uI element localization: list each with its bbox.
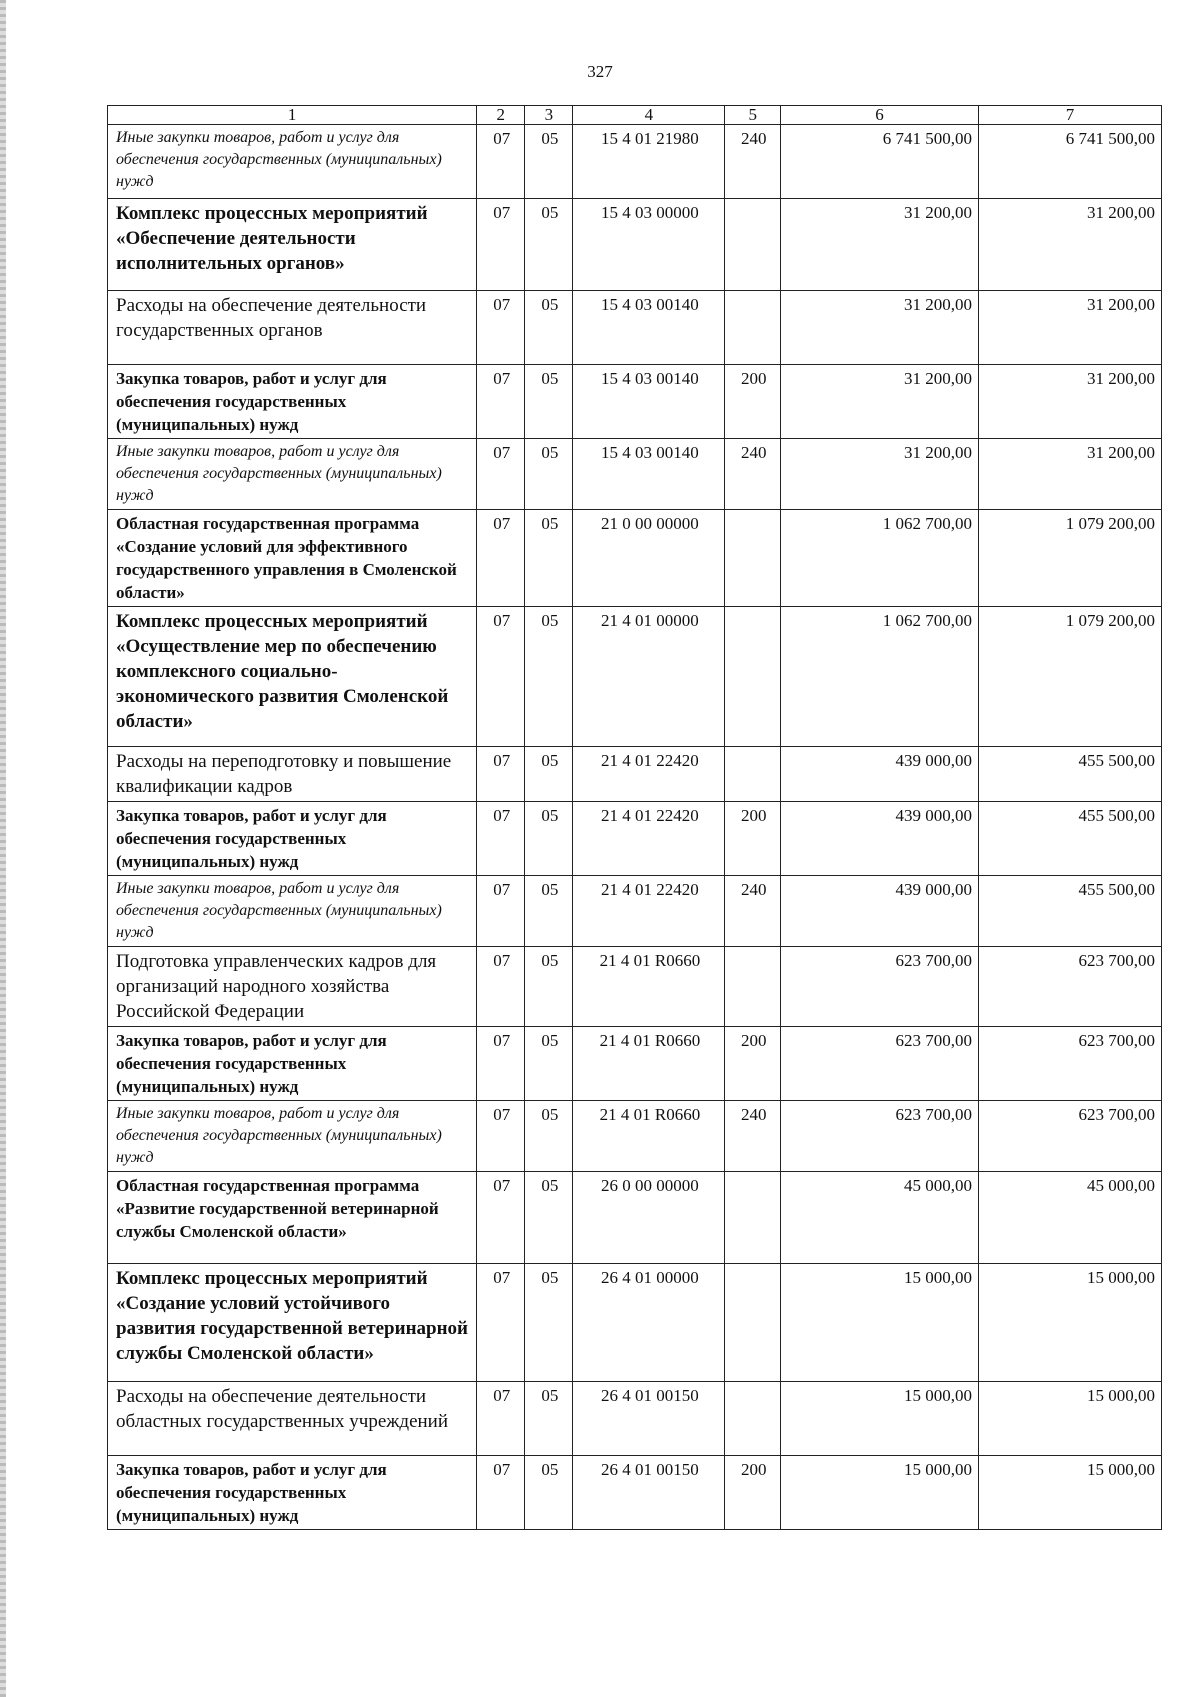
row-expense-type-cell: 200 [725,1456,781,1530]
row-target-article-cell: 21 4 01 R0660 [573,1027,725,1101]
row-amount-1-cell: 15 000,00 [781,1456,979,1530]
row-amount-2-cell: 623 700,00 [978,1027,1161,1101]
row-subsection-cell: 05 [525,747,573,802]
header-col-6: 6 [781,106,979,125]
row-section-cell: 07 [477,1382,525,1456]
row-target-article-cell: 26 4 01 00000 [573,1264,725,1382]
row-amount-2-cell: 455 500,00 [978,802,1161,876]
row-subsection-cell: 05 [525,125,573,199]
row-expense-type-cell: 200 [725,1027,781,1101]
row-name-cell: Расходы на переподготовку и повышение квалификации кадров [108,747,477,802]
row-target-article-cell: 15 4 03 00140 [573,365,725,439]
row-amount-2-cell: 31 200,00 [978,439,1161,510]
row-name-cell: Областная государственная программа «Создание условий для эффективного государственного управления в Смоленской области» [108,510,477,607]
table-row [108,1101,1162,1172]
row-section-cell: 07 [477,439,525,510]
row-amount-2-cell: 31 200,00 [978,365,1161,439]
row-name-cell: Иные закупки товаров, работ и услуг для обеспечения государственных (муниципальных) нужд [108,1101,477,1172]
row-subsection-cell: 05 [525,1172,573,1264]
table-row [108,439,1162,510]
row-name-cell: Комплекс процессных мероприятий «Осуществление мер по обеспечению комплексного социально-экономического развития Смоленской области» [108,607,477,747]
header-col-3: 3 [525,106,573,125]
table-row [108,291,1162,365]
row-name-cell: Подготовка управленческих кадров для организаций народного хозяйства Российской Федерации [108,947,477,1027]
row-amount-1-cell: 31 200,00 [781,439,979,510]
row-amount-2-cell: 455 500,00 [978,747,1161,802]
row-amount-1-cell: 31 200,00 [781,365,979,439]
header-col-7: 7 [978,106,1161,125]
table-row [108,125,1162,199]
row-target-article-cell: 21 4 01 00000 [573,607,725,747]
row-amount-2-cell: 1 079 200,00 [978,607,1161,747]
table-body [108,125,1162,1530]
row-section-cell: 07 [477,125,525,199]
budget-table [107,105,1162,1530]
row-section-cell: 07 [477,802,525,876]
row-amount-2-cell: 15 000,00 [978,1382,1161,1456]
row-expense-type-cell: 200 [725,365,781,439]
row-amount-1-cell: 31 200,00 [781,199,979,291]
table-row [108,947,1162,1027]
row-expense-type-cell: 200 [725,802,781,876]
row-expense-type-cell [725,1264,781,1382]
row-subsection-cell: 05 [525,291,573,365]
table-row [108,365,1162,439]
row-name-cell: Закупка товаров, работ и услуг для обеспечения государственных (муниципальных) нужд [108,1027,477,1101]
row-subsection-cell: 05 [525,876,573,947]
row-amount-2-cell: 623 700,00 [978,947,1161,1027]
row-section-cell: 07 [477,365,525,439]
row-section-cell: 07 [477,947,525,1027]
row-target-article-cell: 21 4 01 R0660 [573,947,725,1027]
row-amount-1-cell: 623 700,00 [781,1027,979,1101]
row-name-cell: Закупка товаров, работ и услуг для обеспечения государственных (муниципальных) нужд [108,365,477,439]
row-amount-1-cell: 15 000,00 [781,1264,979,1382]
row-expense-type-cell: 240 [725,439,781,510]
row-amount-2-cell: 31 200,00 [978,291,1161,365]
row-section-cell: 07 [477,1027,525,1101]
row-expense-type-cell: 240 [725,1101,781,1172]
row-amount-1-cell: 1 062 700,00 [781,607,979,747]
row-amount-2-cell: 1 079 200,00 [978,510,1161,607]
row-amount-1-cell: 439 000,00 [781,876,979,947]
row-amount-1-cell: 439 000,00 [781,747,979,802]
row-target-article-cell: 21 4 01 22420 [573,876,725,947]
row-section-cell: 07 [477,1456,525,1530]
row-amount-1-cell: 439 000,00 [781,802,979,876]
row-expense-type-cell [725,291,781,365]
row-expense-type-cell [725,947,781,1027]
row-name-cell: Иные закупки товаров, работ и услуг для обеспечения государственных (муниципальных) нужд [108,876,477,947]
row-section-cell: 07 [477,1101,525,1172]
row-subsection-cell: 05 [525,1264,573,1382]
table-row [108,510,1162,607]
header-col-5: 5 [725,106,781,125]
row-subsection-cell: 05 [525,1456,573,1530]
row-expense-type-cell [725,510,781,607]
row-name-cell: Иные закупки товаров, работ и услуг для обеспечения государственных (муниципальных) нужд [108,439,477,510]
row-expense-type-cell [725,747,781,802]
table-row [108,607,1162,747]
row-name-cell: Закупка товаров, работ и услуг для обеспечения государственных (муниципальных) нужд [108,1456,477,1530]
row-subsection-cell: 05 [525,607,573,747]
row-name-cell: Иные закупки товаров, работ и услуг для обеспечения государственных (муниципальных) нужд [108,125,477,199]
row-subsection-cell: 05 [525,365,573,439]
row-section-cell: 07 [477,607,525,747]
row-target-article-cell: 15 4 03 00140 [573,291,725,365]
table-row [108,1027,1162,1101]
row-name-cell: Комплекс процессных мероприятий «Обеспечение деятельности исполнительных органов» [108,199,477,291]
row-amount-2-cell: 15 000,00 [978,1456,1161,1530]
row-target-article-cell: 15 4 03 00140 [573,439,725,510]
row-subsection-cell: 05 [525,439,573,510]
header-col-1: 1 [108,106,477,125]
header-row [108,106,1162,125]
table-row [108,199,1162,291]
row-subsection-cell: 05 [525,947,573,1027]
row-section-cell: 07 [477,1264,525,1382]
row-subsection-cell: 05 [525,1382,573,1456]
row-expense-type-cell [725,1172,781,1264]
row-target-article-cell: 26 4 01 00150 [573,1382,725,1456]
table-row [108,1382,1162,1456]
row-amount-1-cell: 623 700,00 [781,947,979,1027]
row-amount-2-cell: 455 500,00 [978,876,1161,947]
row-section-cell: 07 [477,291,525,365]
row-amount-1-cell: 31 200,00 [781,291,979,365]
row-expense-type-cell: 240 [725,125,781,199]
table-row [108,1456,1162,1530]
row-name-cell: Комплекс процессных мероприятий «Создание условий устойчивого развития государственной ветеринарной службы Смоленской области» [108,1264,477,1382]
row-subsection-cell: 05 [525,1027,573,1101]
row-name-cell: Закупка товаров, работ и услуг для обеспечения государственных (муниципальных) нужд [108,802,477,876]
header-col-4: 4 [573,106,725,125]
row-amount-2-cell: 623 700,00 [978,1101,1161,1172]
row-section-cell: 07 [477,199,525,291]
table-row [108,876,1162,947]
row-section-cell: 07 [477,747,525,802]
row-name-cell: Областная государственная программа «Развитие государственной ветеринарной службы Смоленской области» [108,1172,477,1264]
row-section-cell: 07 [477,876,525,947]
row-expense-type-cell [725,607,781,747]
row-target-article-cell: 21 0 00 00000 [573,510,725,607]
row-section-cell: 07 [477,1172,525,1264]
row-amount-1-cell: 623 700,00 [781,1101,979,1172]
table-row [108,1172,1162,1264]
row-amount-1-cell: 45 000,00 [781,1172,979,1264]
row-amount-2-cell: 31 200,00 [978,199,1161,291]
row-target-article-cell: 21 4 01 22420 [573,747,725,802]
row-target-article-cell: 26 0 00 00000 [573,1172,725,1264]
table-row [108,802,1162,876]
row-name-cell: Расходы на обеспечение деятельности областных государственных учреждений [108,1382,477,1456]
row-subsection-cell: 05 [525,199,573,291]
header-col-2: 2 [477,106,525,125]
row-subsection-cell: 05 [525,1101,573,1172]
row-amount-1-cell: 15 000,00 [781,1382,979,1456]
row-section-cell: 07 [477,510,525,607]
row-amount-1-cell: 1 062 700,00 [781,510,979,607]
row-subsection-cell: 05 [525,510,573,607]
page-number: 327 [587,62,613,81]
row-amount-2-cell: 45 000,00 [978,1172,1161,1264]
row-amount-2-cell: 6 741 500,00 [978,125,1161,199]
row-subsection-cell: 05 [525,802,573,876]
row-amount-2-cell: 15 000,00 [978,1264,1161,1382]
table-row [108,1264,1162,1382]
row-target-article-cell: 26 4 01 00150 [573,1456,725,1530]
row-target-article-cell: 21 4 01 R0660 [573,1101,725,1172]
row-expense-type-cell: 240 [725,876,781,947]
scan-edge [0,0,6,1697]
row-target-article-cell: 15 4 01 21980 [573,125,725,199]
table-row [108,747,1162,802]
row-expense-type-cell [725,199,781,291]
row-amount-1-cell: 6 741 500,00 [781,125,979,199]
row-target-article-cell: 15 4 03 00000 [573,199,725,291]
row-name-cell: Расходы на обеспечение деятельности государственных органов [108,291,477,365]
row-expense-type-cell [725,1382,781,1456]
row-target-article-cell: 21 4 01 22420 [573,802,725,876]
